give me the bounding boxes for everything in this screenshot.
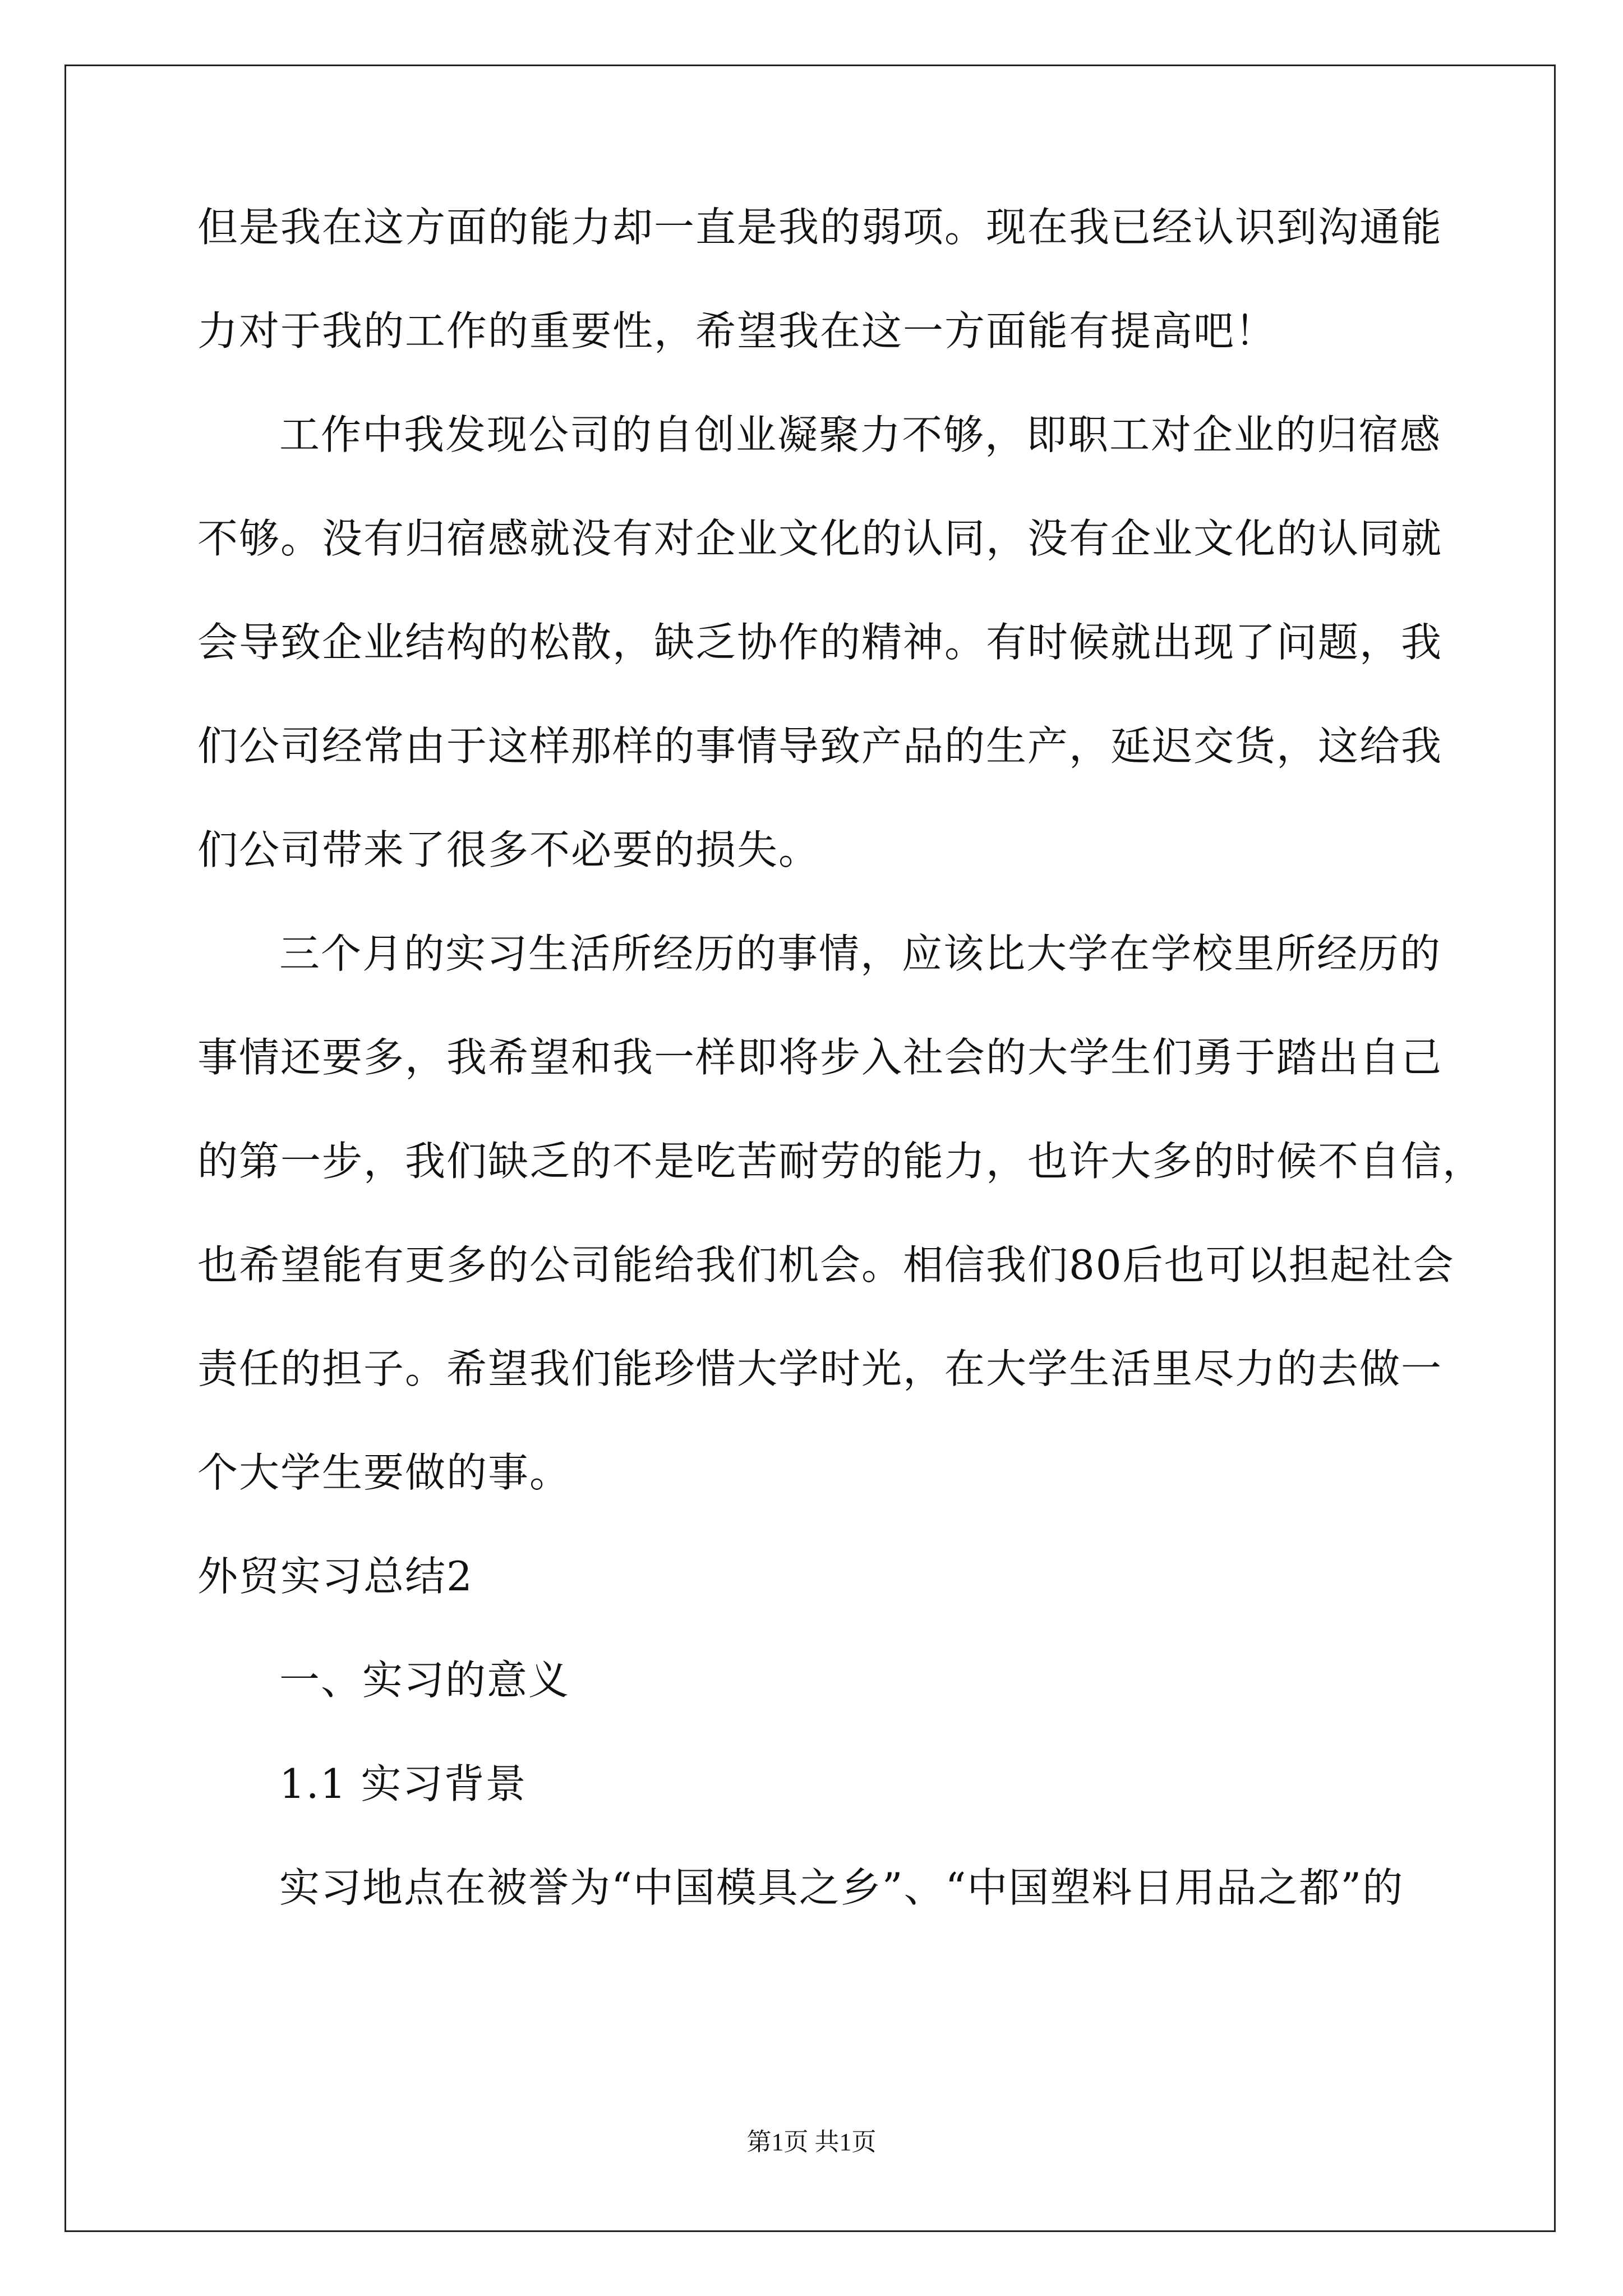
text-line: 也希望能有更多的公司能给我们机会。相信我们80后也可以担起社会 (197, 1241, 1455, 1289)
text-line: 会导致企业结构的松散，缺乏协作的精神。有时候就出现了问题，我 (197, 619, 1443, 666)
text-line: 们公司经常由于这样那样的事情导致产品的生产，延迟交货，这给我 (197, 723, 1443, 770)
text-line: 不够。没有归宿感就没有对企业文化的认同，没有企业文化的认同就 (197, 515, 1443, 562)
text-line: 的第一步，我们缺乏的不是吃苦耐劳的能力，也许大多的时候不自信， (197, 1138, 1484, 1185)
paragraph-start: 三个月的实习生活所经历的事情，应该比大学在学校里所经历的 (279, 930, 1442, 977)
section-title: 外贸实习总结2 (197, 1553, 473, 1600)
text-line: 们公司带来了很多不必要的损失。 (197, 826, 820, 873)
page-footer: 第1页 共1页 (746, 2128, 877, 2156)
paragraph-start: 实习地点在被誉为“中国模具之乡”、“中国塑料日用品之都”的 (279, 1864, 1404, 1911)
paragraph-start: 工作中我发现公司的自创业凝聚力不够，即职工对企业的归宿感 (279, 411, 1442, 458)
text-line: 力对于我的工作的重要性，希望我在这一方面能有提高吧！ (197, 307, 1277, 355)
section-heading: 一、实习的意义 (279, 1657, 570, 1704)
text-line: 事情还要多，我希望和我一样即将步入社会的大学生们勇于踏出自己 (197, 1034, 1443, 1081)
subsection-heading: 1.1 实习背景 (279, 1760, 527, 1807)
text-line: 责任的担子。希望我们能珍惜大学时光，在大学生活里尽力的去做一 (197, 1345, 1443, 1392)
text-line: 个大学生要做的事。 (197, 1449, 571, 1496)
text-line: 但是我在这方面的能力却一直是我的弱项。现在我已经认识到沟通能 (197, 204, 1443, 251)
